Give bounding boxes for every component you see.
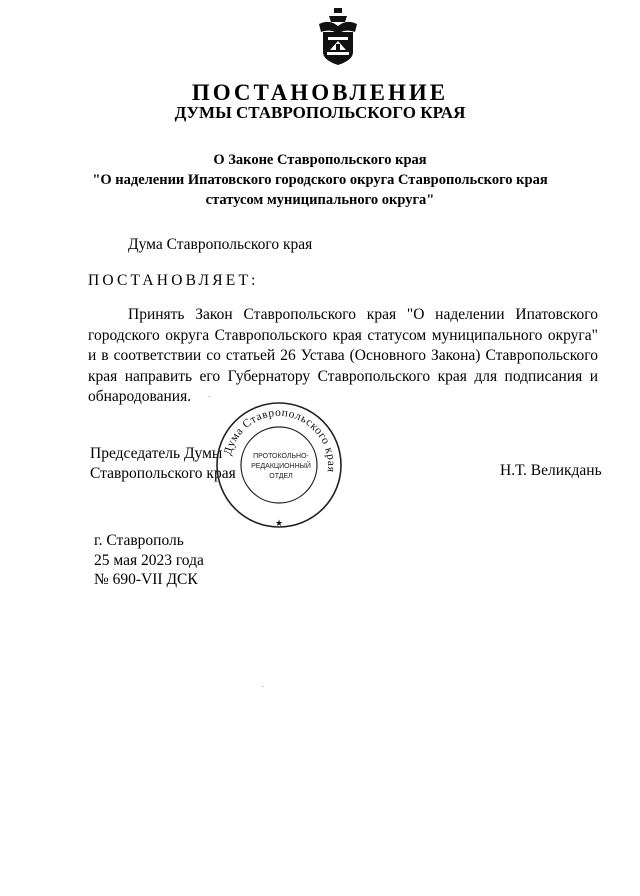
law-heading-line3: статусом муниципального округа" <box>205 192 435 208</box>
scan-speck <box>262 686 264 687</box>
document-title: ПОСТАНОВЛЕНИЕ <box>191 80 449 105</box>
scan-speck <box>208 396 210 397</box>
law-heading-line1: О Законе Ставропольского края <box>213 152 427 168</box>
seal-center-line3: ОТДЕЛ <box>269 473 293 480</box>
document-footer <box>94 531 204 590</box>
law-heading-line2: "О наделении Ипатовского городского округа Ставропольского края <box>92 172 548 188</box>
law-heading <box>0 150 640 210</box>
svg-text:★: ★ <box>274 519 284 529</box>
issuer: Дума Ставропольского края <box>128 236 313 253</box>
seal-center-line1: ПРОТОКОЛЬНО- <box>253 453 309 460</box>
seal-ring-text: Дума Ставропольского края <box>222 406 338 474</box>
signatory-position-line2: Ставропольского края <box>90 465 236 482</box>
coat-of-arms-icon <box>317 8 359 66</box>
footer-date: 25 мая 2023 года <box>94 551 204 569</box>
document-subtitle: ДУМЫ СТАВРОПОЛЬСКОГО КРАЯ <box>174 103 466 122</box>
seal-center-line2: РЕДАКЦИОННЫЙ <box>251 463 311 470</box>
body-paragraph: Принять Закон Ставропольского края "О наделении Ипатовского городского округа Ставропольского края статусом муниципального округа" и в соответствии со статьей 26 Устава (Основного Закона) Ставропольского края направить его Губернатору Ставропольского края для подписания и обнародования. <box>88 306 598 405</box>
footer-number: № 690-VII ДСК <box>94 571 198 588</box>
signatory-name: Н.Т. Великдань <box>500 462 602 479</box>
resolves-label: ПОСТАНОВЛЯЕТ: <box>88 272 259 289</box>
official-seal <box>214 400 344 530</box>
signatory-position-line1: Председатель Думы <box>90 445 223 462</box>
footer-city: г. Ставрополь <box>94 532 184 549</box>
